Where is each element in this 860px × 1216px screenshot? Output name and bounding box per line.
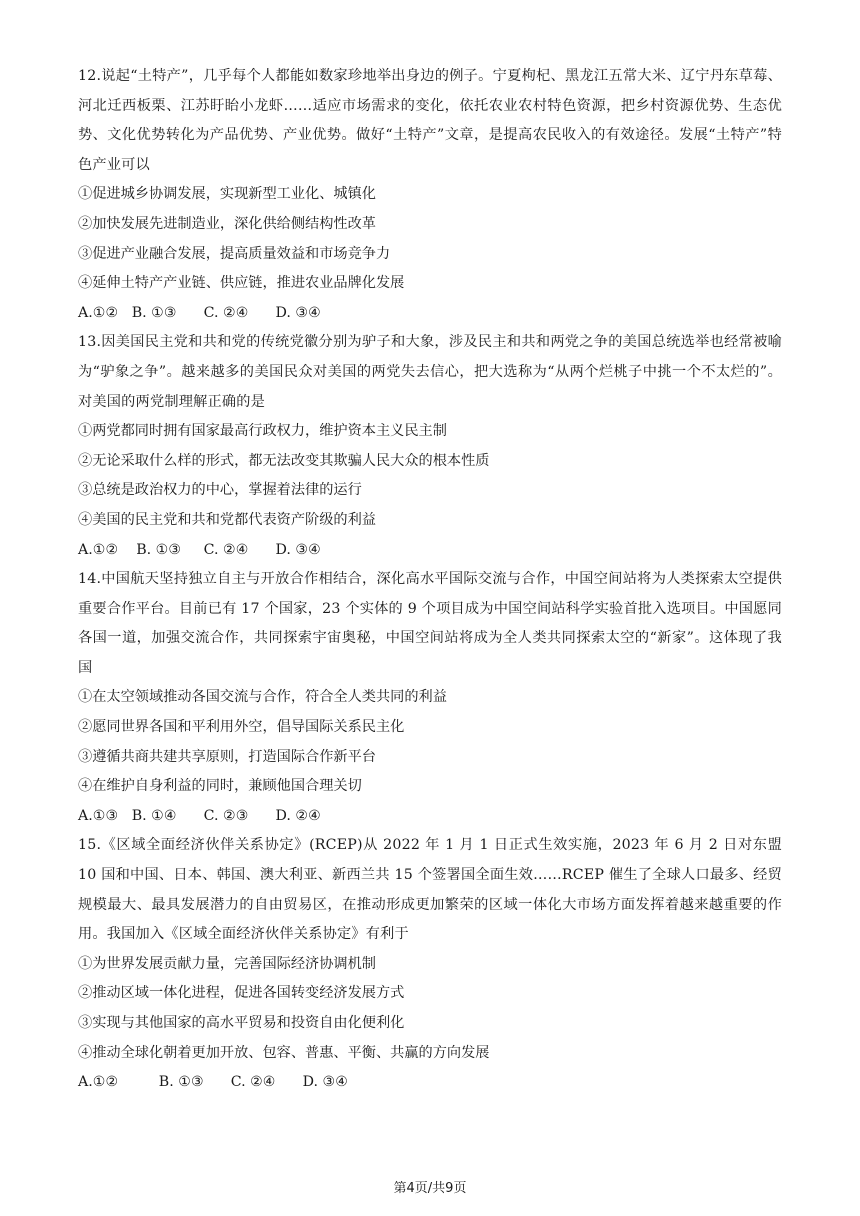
answer-choices: A.①③ B. ①④ C. ②③ D. ②④ bbox=[78, 807, 321, 824]
option-2: ②愿同世界各国和平利用外空，倡导国际关系民主化 bbox=[78, 719, 405, 736]
option-3: ③促进产业融合发展，提高质量效益和市场竞争力 bbox=[78, 245, 391, 262]
option-4: ④在维护自身利益的同时，兼顾他国合理关切 bbox=[78, 778, 362, 795]
option-1: ①两党都同时拥有国家最高行政权力，维护资本主义民主制 bbox=[78, 423, 447, 440]
option-2: ②无论采取什么样的形式，都无法改变其欺骗人民大众的根本性质 bbox=[78, 452, 490, 469]
document-page bbox=[78, 62, 782, 1098]
question-stem: 13.因美国民主党和共和党的传统党徽分别为驴子和大象，涉及民主和共和两党之争的美国总统选举也经常被喻为“驴象之争”。越来越多的美国民众对美国的两党失去信心，把大选称为“从两个烂桃子中挑一个不太烂的”。对美国的两党制理解正确的是 bbox=[78, 334, 782, 410]
option-1: ①促进城乡协调发展，实现新型工业化、城镇化 bbox=[78, 186, 376, 203]
question-13 bbox=[78, 328, 782, 565]
answer-choices: A.①② B. ①③ C. ②④ D. ③④ bbox=[78, 304, 321, 321]
option-4: ④美国的民主党和共和党都代表资产阶级的利益 bbox=[78, 511, 376, 528]
question-stem: 12.说起“土特产”，几乎每个人都能如数家珍地举出身边的例子。宁夏枸杞、黑龙江五常大米、辽宁丹东草莓、河北迁西板栗、江苏盱眙小龙虾……适应市场需求的变化，依托农业农村特色资源，把乡村资源优势、生态优势、文化优势转化为产品优势、产业优势。做好“土特产”文章，是提高农民收入的有效途径。发展“土特产”特色产业可以 bbox=[78, 68, 782, 173]
answer-choices: A.①② B. ①③ C. ②④ D. ③④ bbox=[78, 1074, 348, 1091]
option-2: ②加快发展先进制造业，深化供给侧结构性改革 bbox=[78, 215, 376, 232]
option-2: ②推动区域一体化进程，促进各国转变经济发展方式 bbox=[78, 985, 405, 1002]
page-number-footer: 第4页/共9页 bbox=[393, 1181, 467, 1196]
option-1: ①为世界发展贡献力量，完善国际经济协调机制 bbox=[78, 955, 376, 972]
question-14 bbox=[78, 565, 782, 831]
question-15 bbox=[78, 831, 782, 1097]
option-1: ①在太空领域推动各国交流与合作，符合全人类共同的利益 bbox=[78, 689, 447, 706]
answer-choices: A.①② B. ①③ C. ②④ D. ③④ bbox=[78, 541, 321, 558]
option-4: ④延伸土特产产业链、供应链，推进农业品牌化发展 bbox=[78, 275, 405, 292]
option-3: ③总统是政治权力的中心，掌握着法律的运行 bbox=[78, 482, 362, 499]
question-stem: 14.中国航天坚持独立自主与开放合作相结合，深化高水平国际交流与合作，中国空间站将为人类探索太空提供重要合作平台。目前已有 17 个国家，23 个实体的 9 个项目成为中国空间站科学实验首批入选项目。中国愿同各国一道，加强交流合作，共同探索宇宙奥秘，中国空间站将成为全人类共同探索太空的“新家”。这体现了我国 bbox=[78, 571, 782, 676]
option-4: ④推动全球化朝着更加开放、包容、普惠、平衡、共赢的方向发展 bbox=[78, 1044, 490, 1061]
question-12 bbox=[78, 62, 782, 328]
option-3: ③遵循共商共建共享原则，打造国际合作新平台 bbox=[78, 748, 376, 765]
question-stem: 15.《区域全面经济伙伴关系协定》(RCEP)从 2022 年 1 月 1 日正式生效实施，2023 年 6 月 2 日对东盟 10 国和中国、日本、韩国、澳大利亚、新西兰共 15 个签署国全面生效……RCEP 催生了全球人口最多、经贸规模最大、最具发展潜力的自由贸易区，在推动形成更加繁荣的区域一体化大市场方面发挥着越来越重要的作用。我国加入《区域全面经济伙伴关系协定》有利于 bbox=[78, 837, 782, 943]
option-3: ③实现与其他国家的高水平贸易和投资自由化便利化 bbox=[78, 1015, 405, 1031]
